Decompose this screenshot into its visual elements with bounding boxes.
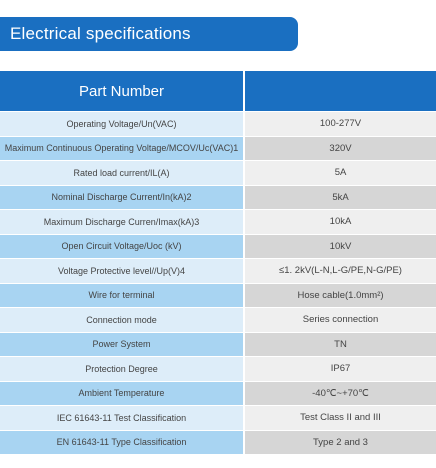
table-row — [0, 209, 436, 234]
header-part-number: Part Number — [0, 71, 243, 111]
row-label: Rated load current/IL(A) — [0, 161, 243, 185]
row-label: EN 61643-11 Type Classification — [0, 431, 243, 455]
table-row — [0, 185, 436, 210]
table-header-row — [0, 71, 436, 111]
row-value: ≤1. 2kV(L-N,L-G/PE,N-G/PE) — [243, 259, 436, 283]
table-row — [0, 381, 436, 406]
row-label: Connection mode — [0, 308, 243, 332]
row-label: Operating Voltage/Un(VAC) — [0, 112, 243, 136]
table-row — [0, 111, 436, 136]
row-label: Open Circuit Voltage/Uoc (kV) — [0, 235, 243, 259]
table-row — [0, 405, 436, 430]
section-title-banner — [0, 17, 298, 51]
row-label: Voltage Protective level//Up(V)4 — [0, 259, 243, 283]
table-row — [0, 136, 436, 161]
row-label: Protection Degree — [0, 357, 243, 381]
row-label: Maximum Discharge Curren/Imax(kA)3 — [0, 210, 243, 234]
header-value — [243, 71, 436, 111]
table-row — [0, 258, 436, 283]
row-label: IEC 61643-11 Test Classification — [0, 406, 243, 430]
section-title: Electrical specifications — [10, 24, 191, 43]
table-row — [0, 234, 436, 259]
row-value: Hose cable(1.0mm²) — [243, 284, 436, 308]
row-value: 10kV — [243, 235, 436, 259]
row-value: 5A — [243, 161, 436, 185]
row-label: Power System — [0, 333, 243, 357]
row-label: Maximum Continuous Operating Voltage/MCOV/Uc(VAC)1 — [0, 137, 243, 161]
row-value: 320V — [243, 137, 436, 161]
row-value: Type 2 and 3 — [243, 431, 436, 455]
row-label: Ambient Temperature — [0, 382, 243, 406]
row-value: -40℃~+70℃ — [243, 382, 436, 406]
row-value: Series connection — [243, 308, 436, 332]
row-value: Test Class II and III — [243, 406, 436, 430]
row-label: Nominal Discharge Current/In(kA)2 — [0, 186, 243, 210]
table-row — [0, 332, 436, 357]
table-row — [0, 283, 436, 308]
table-row — [0, 160, 436, 185]
row-value: 10kA — [243, 210, 436, 234]
row-value: 100-277V — [243, 112, 436, 136]
table-row — [0, 430, 436, 455]
spec-table — [0, 71, 436, 454]
row-value: 5kA — [243, 186, 436, 210]
table-row — [0, 356, 436, 381]
row-value: TN — [243, 333, 436, 357]
row-label: Wire for terminal — [0, 284, 243, 308]
row-value: IP67 — [243, 357, 436, 381]
table-row — [0, 307, 436, 332]
